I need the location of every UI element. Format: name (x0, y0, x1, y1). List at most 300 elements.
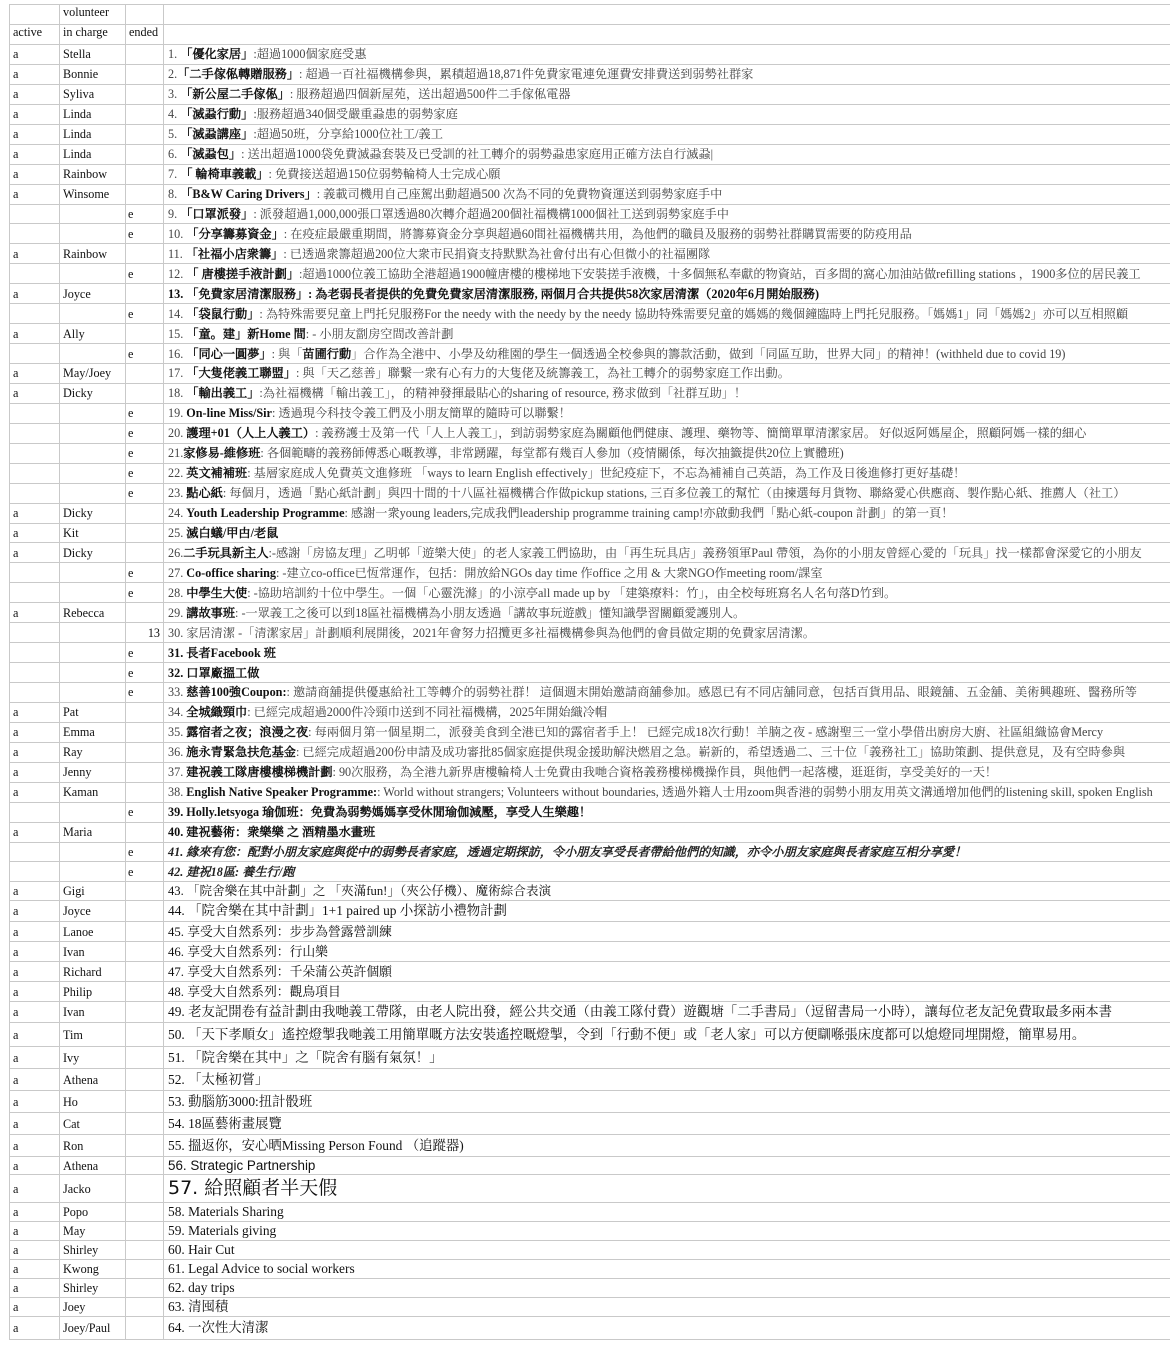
project-detail: : 已經完成超過200份申請及成功審批85個家庭提供現金援助解決燃眉之急。嶄新的，希望透過二、三十位「義務社工」協助策劃、提供意見，及有空時參與 (295, 745, 1126, 760)
active-cell[interactable] (10, 842, 60, 862)
volunteer-cell[interactable]: Jacko (60, 1175, 126, 1203)
ended-cell[interactable] (126, 1113, 164, 1135)
active-cell[interactable] (10, 463, 60, 483)
volunteer-cell[interactable]: Lanoe (60, 922, 126, 942)
active-cell[interactable]: a (10, 1298, 60, 1317)
project-number: 14. (168, 306, 187, 321)
volunteer-cell[interactable]: Joey/Paul (60, 1317, 126, 1340)
volunteer-cell[interactable]: Ivy (60, 1047, 126, 1069)
volunteer-cell[interactable] (60, 802, 126, 822)
project-detail: : World without strangers; Volunteers without boundaries, 透過外籍人士用zoom與香港的弱勢小朋友用英文溝通增加他們的listening skill, spoken English (377, 785, 1153, 800)
volunteer-cell[interactable]: Dicky (60, 503, 126, 523)
ended-cell[interactable] (126, 1175, 164, 1203)
volunteer-cell[interactable] (60, 623, 126, 643)
project-description-cell[interactable] (164, 383, 1170, 403)
volunteer-cell[interactable]: Ivan (60, 942, 126, 962)
active-cell[interactable] (10, 862, 60, 882)
project-description-cell[interactable] (164, 623, 1170, 643)
volunteer-cell[interactable] (60, 204, 126, 224)
volunteer-cell[interactable]: Kaman (60, 782, 126, 802)
project-description-cell[interactable] (164, 1002, 1170, 1023)
active-cell[interactable]: a (10, 722, 60, 742)
active-cell[interactable]: a (10, 64, 60, 84)
project-description-cell[interactable] (164, 742, 1170, 762)
project-description-cell[interactable] (164, 304, 1170, 324)
volunteer-cell[interactable]: Maria (60, 822, 126, 842)
volunteer-cell[interactable]: Joyce (60, 284, 126, 304)
volunteer-cell[interactable] (60, 483, 126, 503)
empty-header-cell[interactable] (164, 5, 1170, 25)
project-number: 26. (168, 545, 184, 560)
volunteer-cell[interactable] (60, 264, 126, 284)
volunteer-cell[interactable]: Cat (60, 1113, 126, 1135)
active-cell[interactable]: a (10, 284, 60, 304)
active-cell[interactable] (10, 683, 60, 703)
active-cell[interactable]: a (10, 1157, 60, 1175)
active-cell[interactable]: a (10, 901, 60, 922)
volunteer-cell[interactable] (60, 583, 126, 603)
active-cell[interactable]: a (10, 603, 60, 623)
volunteer-cell[interactable] (60, 463, 126, 483)
ended-header[interactable]: ended (126, 25, 164, 45)
volunteer-cell[interactable]: Linda (60, 104, 126, 124)
active-cell[interactable]: a (10, 942, 60, 962)
ended-cell[interactable] (126, 982, 164, 1002)
volunteer-cell[interactable] (60, 563, 126, 583)
volunteer-cell[interactable] (60, 663, 126, 683)
active-cell[interactable] (10, 224, 60, 244)
volunteer-cell[interactable]: Ray (60, 742, 126, 762)
active-cell[interactable]: a (10, 164, 60, 184)
active-cell[interactable] (10, 563, 60, 583)
ended-cell[interactable]: e (126, 344, 164, 364)
project-description-cell[interactable] (164, 722, 1170, 742)
project-description-cell[interactable] (164, 1222, 1170, 1241)
ended-cell[interactable] (126, 523, 164, 543)
active-cell[interactable] (10, 304, 60, 324)
active-cell[interactable] (10, 403, 60, 423)
volunteer-cell[interactable]: Tim (60, 1023, 126, 1047)
active-cell[interactable]: a (10, 1002, 60, 1023)
volunteer-cell[interactable] (60, 344, 126, 364)
project-text: 42. 建祝18區: 養生行/跑 (168, 864, 295, 879)
ended-cell[interactable]: e (126, 463, 164, 483)
active-cell[interactable]: a (10, 1260, 60, 1279)
project-description-cell[interactable] (164, 1113, 1170, 1135)
ended-cell[interactable]: e (126, 563, 164, 583)
ended-cell[interactable] (126, 1317, 164, 1340)
active-cell[interactable]: a (10, 104, 60, 124)
active-cell[interactable] (10, 204, 60, 224)
table-row (10, 364, 1170, 384)
project-description-cell[interactable] (164, 324, 1170, 344)
ended-cell[interactable]: e (126, 423, 164, 443)
project-description-cell[interactable] (164, 901, 1170, 922)
table-row (10, 802, 1170, 822)
volunteer-cell[interactable]: Rainbow (60, 244, 126, 264)
project-description-cell[interactable] (164, 1279, 1170, 1298)
active-cell[interactable]: a (10, 702, 60, 722)
volunteer-header-line2[interactable]: in charge (60, 25, 126, 45)
table-row (10, 204, 1170, 224)
project-description-cell[interactable] (164, 862, 1170, 882)
volunteer-cell[interactable] (60, 842, 126, 862)
volunteer-cell[interactable]: Joyce (60, 901, 126, 922)
active-cell[interactable] (10, 483, 60, 503)
volunteer-cell[interactable]: Rebecca (60, 603, 126, 623)
volunteer-cell[interactable] (60, 862, 126, 882)
project-title: 「優化家居」 (180, 47, 254, 62)
project-description-cell[interactable] (164, 344, 1170, 364)
active-cell[interactable]: a (10, 962, 60, 982)
active-cell[interactable]: a (10, 762, 60, 782)
ended-cell[interactable] (126, 324, 164, 344)
project-description-cell[interactable] (164, 802, 1170, 822)
ended-cell[interactable] (126, 244, 164, 264)
ended-cell[interactable] (126, 922, 164, 942)
project-description-cell[interactable] (164, 1135, 1170, 1157)
ended-cell[interactable]: e (126, 583, 164, 603)
active-cell[interactable]: a (10, 1203, 60, 1222)
volunteer-cell[interactable]: Ally (60, 324, 126, 344)
volunteer-cell[interactable]: Philip (60, 982, 126, 1002)
table-row (10, 284, 1170, 304)
volunteer-cell[interactable]: Bonnie (60, 64, 126, 84)
volunteer-cell[interactable]: May (60, 1222, 126, 1241)
project-description-cell[interactable] (164, 962, 1170, 982)
active-cell[interactable] (10, 623, 60, 643)
project-number: 23. (168, 486, 187, 501)
project-description-cell[interactable] (164, 364, 1170, 384)
volunteer-cell[interactable]: Winsome (60, 184, 126, 204)
active-cell[interactable]: a (10, 543, 60, 563)
active-cell[interactable] (10, 663, 60, 683)
volunteer-cell[interactable]: Kwong (60, 1260, 126, 1279)
ended-cell[interactable] (126, 1002, 164, 1023)
project-description-cell[interactable] (164, 942, 1170, 962)
project-description-cell[interactable] (164, 45, 1170, 65)
project-description-cell[interactable] (164, 224, 1170, 244)
ended-cell[interactable] (126, 124, 164, 144)
active-cell[interactable]: a (10, 1113, 60, 1135)
volunteer-cell[interactable]: May/Joey (60, 364, 126, 384)
active-cell[interactable]: a (10, 1091, 60, 1113)
active-cell[interactable]: a (10, 503, 60, 523)
volunteer-cell[interactable] (60, 304, 126, 324)
empty-header-cell[interactable] (10, 5, 60, 25)
ended-cell[interactable] (126, 1091, 164, 1113)
active-cell[interactable]: a (10, 1023, 60, 1047)
project-number: 34. (168, 705, 187, 720)
ended-cell[interactable]: 13 (126, 623, 164, 643)
project-description-cell[interactable] (164, 583, 1170, 603)
table-row (10, 64, 1170, 84)
volunteer-header-line1[interactable]: volunteer (60, 5, 126, 25)
project-description-cell[interactable] (164, 423, 1170, 443)
ended-cell[interactable]: e (126, 643, 164, 663)
project-description-cell[interactable] (164, 683, 1170, 703)
volunteer-cell[interactable]: Rainbow (60, 164, 126, 184)
active-cell[interactable]: a (10, 1047, 60, 1069)
ended-cell[interactable]: e (126, 224, 164, 244)
project-title: 「同心一圓夢」 (186, 346, 272, 361)
project-description-cell[interactable] (164, 842, 1170, 862)
project-title: 苗圃行動 (302, 346, 352, 361)
ended-cell[interactable]: e (126, 483, 164, 503)
table-row (10, 423, 1170, 443)
active-cell[interactable] (10, 264, 60, 284)
volunteer-cell[interactable]: Shirley (60, 1241, 126, 1260)
volunteer-cell[interactable] (60, 643, 126, 663)
volunteer-cell[interactable]: Ivan (60, 1002, 126, 1023)
project-description-cell[interactable] (164, 1047, 1170, 1069)
project-text: 32. 口罩廠搵工做 (168, 665, 260, 680)
active-cell[interactable]: a (10, 1241, 60, 1260)
volunteer-cell[interactable] (60, 423, 126, 443)
project-number: 20. (168, 426, 187, 441)
ended-cell[interactable] (126, 284, 164, 304)
ended-cell[interactable] (126, 543, 164, 563)
ended-cell[interactable] (126, 1069, 164, 1091)
ended-cell[interactable]: e (126, 204, 164, 224)
project-description-cell[interactable] (164, 1203, 1170, 1222)
active-cell[interactable]: a (10, 742, 60, 762)
volunteer-cell[interactable]: Dicky (60, 543, 126, 563)
active-cell[interactable]: a (10, 782, 60, 802)
volunteer-cell[interactable]: Richard (60, 962, 126, 982)
table-row (10, 324, 1170, 344)
ended-cell[interactable] (126, 722, 164, 742)
ended-cell[interactable]: e (126, 802, 164, 822)
ended-cell[interactable] (126, 962, 164, 982)
ended-cell[interactable] (126, 1203, 164, 1222)
active-cell[interactable]: a (10, 383, 60, 403)
ended-cell[interactable] (126, 503, 164, 523)
ended-cell[interactable]: e (126, 264, 164, 284)
project-description-cell[interactable] (164, 1157, 1170, 1175)
ended-cell[interactable]: e (126, 683, 164, 703)
active-cell[interactable]: a (10, 982, 60, 1002)
active-cell[interactable]: a (10, 144, 60, 164)
project-title: On-line Miss/Sir (186, 406, 272, 421)
active-cell[interactable]: a (10, 1317, 60, 1340)
ended-cell[interactable] (126, 782, 164, 802)
active-cell[interactable]: a (10, 244, 60, 264)
active-cell[interactable]: a (10, 882, 60, 901)
project-description-cell[interactable] (164, 503, 1170, 523)
project-description-cell[interactable] (164, 1241, 1170, 1260)
active-cell[interactable]: a (10, 1279, 60, 1298)
volunteer-cell[interactable]: Emma (60, 722, 126, 742)
ended-cell[interactable]: e (126, 862, 164, 882)
ended-cell[interactable] (126, 762, 164, 782)
volunteer-cell[interactable]: Dicky (60, 383, 126, 403)
project-description-cell[interactable] (164, 543, 1170, 563)
ended-cell[interactable] (126, 184, 164, 204)
active-cell[interactable]: a (10, 922, 60, 942)
project-number: 6. (168, 147, 181, 162)
volunteer-cell[interactable]: Jenny (60, 762, 126, 782)
volunteer-cell[interactable]: Popo (60, 1203, 126, 1222)
volunteer-cell[interactable] (60, 403, 126, 423)
ended-cell[interactable] (126, 822, 164, 842)
volunteer-cell[interactable]: Stella (60, 45, 126, 65)
volunteer-cell[interactable]: Athena (60, 1157, 126, 1175)
project-title: 「滅蝨行動」 (180, 107, 254, 122)
active-cell[interactable]: a (10, 822, 60, 842)
ended-cell[interactable] (126, 702, 164, 722)
active-cell[interactable] (10, 583, 60, 603)
ended-cell[interactable] (126, 144, 164, 164)
project-description-cell[interactable] (164, 563, 1170, 583)
project-description-cell[interactable] (164, 1023, 1170, 1047)
volunteer-cell[interactable]: Linda (60, 144, 126, 164)
project-description-cell[interactable] (164, 782, 1170, 802)
project-description-cell[interactable] (164, 1175, 1170, 1203)
ended-cell[interactable] (126, 1023, 164, 1047)
ended-cell[interactable] (126, 84, 164, 104)
project-number: 28. (168, 585, 187, 600)
project-description-cell[interactable] (164, 144, 1170, 164)
active-cell[interactable]: a (10, 45, 60, 65)
project-description-cell[interactable] (164, 403, 1170, 423)
project-description-cell[interactable] (164, 822, 1170, 842)
ended-cell[interactable]: e (126, 842, 164, 862)
active-cell[interactable]: a (10, 523, 60, 543)
table-row (10, 882, 1170, 901)
ended-cell[interactable] (126, 901, 164, 922)
volunteer-cell[interactable]: Ron (60, 1135, 126, 1157)
project-description-cell[interactable] (164, 1298, 1170, 1317)
ended-cell[interactable] (126, 1279, 164, 1298)
active-cell[interactable] (10, 443, 60, 463)
active-cell[interactable] (10, 802, 60, 822)
project-title: 講故事班 (186, 605, 236, 620)
project-description-cell[interactable] (164, 64, 1170, 84)
project-description-cell[interactable] (164, 84, 1170, 104)
active-cell[interactable]: a (10, 1175, 60, 1203)
ended-cell[interactable] (126, 64, 164, 84)
active-cell[interactable] (10, 423, 60, 443)
ended-cell[interactable] (126, 383, 164, 403)
project-description-cell[interactable] (164, 762, 1170, 782)
ended-cell[interactable] (126, 603, 164, 623)
project-title: 「 唐樓搓手液計劃」 (186, 266, 300, 281)
ended-cell[interactable]: e (126, 663, 164, 683)
active-cell[interactable]: a (10, 1135, 60, 1157)
project-description-cell[interactable] (164, 1317, 1170, 1340)
project-description-cell[interactable] (164, 204, 1170, 224)
volunteer-cell[interactable]: Joey (60, 1298, 126, 1317)
project-description-cell[interactable] (164, 1069, 1170, 1091)
volunteer-cell[interactable] (60, 224, 126, 244)
project-detail: :超過50班，分享給1000位社工/義工 (253, 127, 443, 142)
active-cell[interactable]: a (10, 1222, 60, 1241)
volunteer-cell[interactable]: Shirley (60, 1279, 126, 1298)
ended-cell[interactable] (126, 1047, 164, 1069)
table-row (10, 842, 1170, 862)
project-text: 13. 「免費家居清潔服務」: 為老弱長者提供的免費免費家居清潔服務, 兩個月合共提供58次家居清潔（2020年6月開始服務) (168, 286, 820, 301)
volunteer-cell[interactable]: Kit (60, 523, 126, 543)
project-title: Youth Leadership Programme (186, 506, 345, 521)
active-cell[interactable]: a (10, 1069, 60, 1091)
ended-cell[interactable]: e (126, 304, 164, 324)
active-cell[interactable]: a (10, 364, 60, 384)
volunteer-cell[interactable]: Athena (60, 1069, 126, 1091)
ended-cell[interactable] (126, 364, 164, 384)
volunteer-cell[interactable]: Gigi (60, 882, 126, 901)
project-description-cell[interactable] (164, 1091, 1170, 1113)
project-description-cell[interactable] (164, 702, 1170, 722)
project-description-cell[interactable] (164, 104, 1170, 124)
project-description-cell[interactable] (164, 922, 1170, 942)
project-description-cell[interactable] (164, 483, 1170, 503)
ended-cell[interactable] (126, 1222, 164, 1241)
table-row (10, 1222, 1170, 1241)
project-description-cell[interactable] (164, 663, 1170, 683)
project-description-cell[interactable] (164, 463, 1170, 483)
ended-cell[interactable] (126, 164, 164, 184)
project-description-cell[interactable] (164, 523, 1170, 543)
project-description-cell[interactable] (164, 1260, 1170, 1279)
table-row (10, 1069, 1170, 1091)
active-cell[interactable] (10, 643, 60, 663)
empty-header-cell[interactable] (164, 25, 1170, 45)
active-cell[interactable]: a (10, 84, 60, 104)
volunteer-cell[interactable]: Syliva (60, 84, 126, 104)
ended-cell[interactable] (126, 1260, 164, 1279)
ended-cell[interactable] (126, 1241, 164, 1260)
project-description-cell[interactable] (164, 643, 1170, 663)
project-description-cell[interactable] (164, 244, 1170, 264)
project-detail: : -建立co-office已恆常運作，包括：開放給NGOs day time 作office 之用 & 大衆NGO作meeting room/課室 (275, 565, 823, 580)
volunteer-cell[interactable]: Linda (60, 124, 126, 144)
active-cell[interactable]: a (10, 124, 60, 144)
ended-cell[interactable] (126, 1157, 164, 1175)
project-description-cell[interactable] (164, 982, 1170, 1002)
empty-header-cell[interactable] (126, 5, 164, 25)
ended-cell[interactable] (126, 104, 164, 124)
project-description-cell[interactable] (164, 443, 1170, 463)
ended-cell[interactable] (126, 942, 164, 962)
table-row (10, 922, 1170, 942)
volunteer-cell[interactable]: Pat (60, 702, 126, 722)
active-cell[interactable] (10, 344, 60, 364)
active-cell[interactable]: a (10, 184, 60, 204)
ended-cell[interactable] (126, 742, 164, 762)
volunteer-cell[interactable] (60, 683, 126, 703)
project-description-cell[interactable] (164, 184, 1170, 204)
table-row (10, 104, 1170, 124)
volunteer-cell[interactable]: Ho (60, 1091, 126, 1113)
active-cell[interactable]: a (10, 324, 60, 344)
project-description-cell[interactable] (164, 603, 1170, 623)
volunteer-cell[interactable] (60, 443, 126, 463)
project-description-cell[interactable] (164, 882, 1170, 901)
project-description-cell[interactable] (164, 264, 1170, 284)
ended-cell[interactable]: e (126, 443, 164, 463)
ended-cell[interactable] (126, 45, 164, 65)
ended-cell[interactable] (126, 882, 164, 901)
project-description-cell[interactable] (164, 284, 1170, 304)
ended-cell[interactable] (126, 1298, 164, 1317)
active-header[interactable]: active (10, 25, 60, 45)
ended-cell[interactable]: e (126, 403, 164, 423)
table-row (10, 1260, 1170, 1279)
project-description-cell[interactable] (164, 164, 1170, 184)
ended-cell[interactable] (126, 1135, 164, 1157)
project-description-cell[interactable] (164, 124, 1170, 144)
